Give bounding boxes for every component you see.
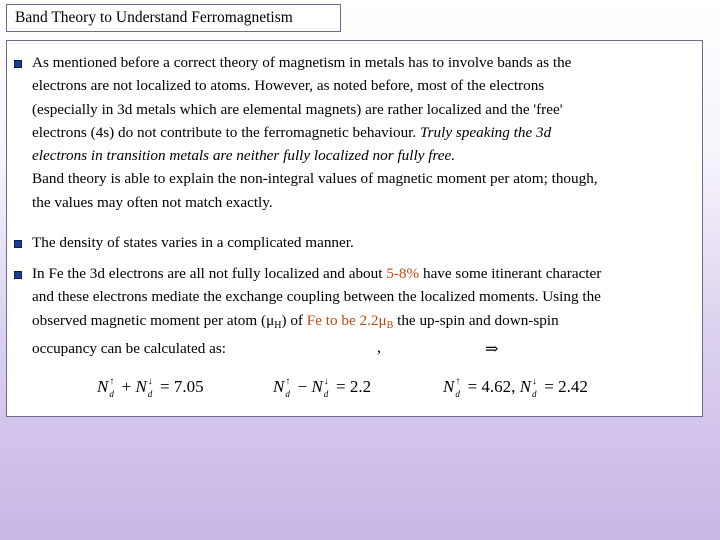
bohr-subscript-b: B (386, 319, 394, 331)
n-symbol: N (135, 377, 147, 396)
bullet-square-icon (14, 240, 22, 248)
down-arrow-icon: ↓ (147, 376, 153, 387)
bullet-1-line-4 (13, 121, 702, 144)
bullet-1-line-7: the values may often not match exactly. (32, 193, 273, 211)
n-symbol: N (311, 377, 323, 396)
up-spin-value: = 4.62, (467, 377, 516, 396)
bullet-1-line-1 (13, 51, 702, 74)
up-arrow-icon: ↑ (285, 376, 291, 387)
d-subscript: d (532, 389, 537, 399)
bullet-2-line-1 (13, 231, 702, 254)
bullet-3-line-3 (13, 309, 702, 337)
bullet-3-line-2: and these electrons mediate the exchange coupling between the localized moments. Using the (32, 288, 601, 306)
d-subscript: d (109, 389, 114, 399)
minus-operator: − (297, 377, 308, 396)
difference-value: = 2.2 (336, 377, 372, 396)
bullet-3-line-3-a: observed magnetic moment per atom ( (32, 311, 267, 329)
mu-subscript-h: H (274, 319, 282, 331)
bullet-2-text: The density of states varies in a complicated manner. (32, 234, 354, 251)
bullet-3-line-3-d: ) of (281, 311, 303, 329)
down-arrow-icon: ↓ (532, 376, 538, 387)
bullet-1-line-2: electrons are not localized to atoms. However, as noted before, most of the electrons (32, 77, 545, 95)
sum-value: = 7.05 (160, 377, 204, 396)
bullet-2 (13, 231, 702, 254)
bullet-1-text-1: As mentioned before a correct theory of magnetism in metals has to involve bands as the (32, 54, 572, 71)
bullet-1-line-4-italic: Truly speaking the 3d (420, 123, 552, 141)
down-arrow-icon: ↓ (323, 376, 329, 387)
fe-moment-value: Fe to be 2.2μ (306, 311, 387, 329)
bullet-3 (13, 262, 702, 360)
bullet-3-line-4: occupancy can be calculated as: (32, 339, 226, 357)
itinerant-percentage: 5-8% (386, 265, 420, 282)
n-symbol: N (97, 377, 109, 396)
down-spin-value: = 2.42 (544, 377, 588, 396)
d-subscript: d (285, 389, 290, 399)
mu-symbol: μ (266, 311, 275, 329)
bullet-1-line-4-regular: electrons (4s) do not contribute to the ferromagnetic behaviour. (32, 123, 417, 141)
equation-difference (273, 377, 371, 397)
bullet-3-line-1-a: In Fe the 3d electrons are all not fully localized and about (32, 265, 383, 282)
equation-sum (97, 377, 204, 397)
d-subscript: d (323, 389, 329, 399)
bullet-1-line-5: electrons in transition metals are neither fully localized nor fully free. (32, 147, 456, 165)
bullet-3-line-1-c: have some itinerant character (422, 265, 602, 282)
n-symbol: N (273, 377, 285, 396)
slide-title: Band Theory to Understand Ferromagnetism (6, 4, 341, 32)
bullet-square-icon (14, 271, 22, 279)
implies-arrow-icon: ⇒ (485, 341, 499, 358)
n-symbol: N (443, 377, 455, 396)
up-arrow-icon: ↑ (455, 376, 461, 387)
content-panel (6, 40, 703, 417)
plus-operator: + (121, 377, 132, 396)
n-symbol: N (519, 377, 532, 396)
equation-result (443, 377, 588, 397)
bullet-3-line-3-g: the up-spin and down-spin (397, 311, 559, 329)
separator-comma: , (377, 339, 381, 356)
bullet-square-icon (14, 60, 22, 68)
d-subscript: d (147, 389, 153, 399)
bullet-1 (13, 51, 702, 214)
bullet-1-line-6: Band theory is able to explain the non-integral values of magnetic moment per atom; though, (32, 170, 598, 188)
d-subscript: d (455, 389, 460, 399)
bullet-1-line-3: (especially in 3d metals which are elemental magnets) are rather localized and the 'free' (32, 100, 563, 118)
up-arrow-icon: ↑ (109, 376, 115, 387)
bullet-3-line-1 (13, 262, 702, 285)
